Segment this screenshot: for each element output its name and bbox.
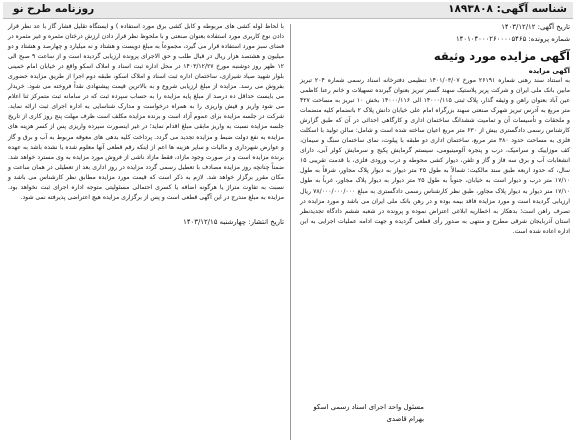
signature-block xyxy=(296,402,424,425)
signature-name: بهرام قاصدی xyxy=(386,414,424,423)
notice-id: شناسه آگهی: ۱۸۹۳۸۰۸ xyxy=(448,3,567,15)
notice-left-column xyxy=(8,22,284,227)
newspaper-header xyxy=(3,2,573,19)
notice-body-left: با لحاظ لوله کشی های مربوطه و کابل کشی برق مورد استفاده ) و ایستگاه تقلیل فشار گاز با عد نظر قرار دادن نوع کاربری مورد استفاده بعنوان صنعتی و با ملحوظ نظر قرار دادن ارزش درختان مثمره و غیر مثمره در فضای سبز مورد استفاده قرار می گیرد، مجموعاً به مبلغ دویست و هشتاد و نه میلیارد و چهارصد و هشتاد و دو میلیون و هشتصد هزار ریال در قبال طلب و حق الاجرای پرونده ارزیابی گردیده است و از ساعت ۹ صبح الی ۱۲ ظهر روز دوشنبه مورخ ۱۴۰۳/۱۲/۲۷ در محل اداره ثبت اسناد و املاک اسکو واقع در خیابان امام خمینی بلوار شهید صیاد شیرازی، ساختمان اداره ثبت اسناد و املاک اسکو، طبقه دوم اجرا از طریق مزایده حضوری بفروش می رسد. مزایده از مبلغ ارزیابی شروع و به بالاترین قیمت پیشنهادی نقداً فروخته می شود. خریدار می بایست حداقل ده درصد از مبلغ پایه مزایده را به حساب سپرده ثبت که در سامانه ثبت متمرکز ثنا اعلام می شود واریز و فیش واریزی را به همراه درخواست و مدارک شناسایی به اداره اجرای ثبت ارائه نماید. شرکت در جلسه مزایده برای عموم آزاد است و برنده مزایده مکلف است ظرف مهلت پنج روز کاری از تاریخ جلسه مزایده نسبت به واریز مابقی مبلغ اقدام نماید؛ در غیر اینصورت سپرده واریزی پس از کسر هزینه های مزایده به نفع دولت ضبط و مزایده تجدید می گردد. پرداخت کلیه بدهی های معوقه مربوط به آب و برق و گاز و عوارض شهرداری و مالیات و سایر هزینه ها اعم از اینکه رقم قطعی آنها معلوم شده یا نشده باشد به عهده برنده مزایده است و در صورت وجود مازاد، فقط مازاد ناشی از فروش مورد مزایده به وی مسترد خواهد شد. ضمناً چنانچه روز مزایده مصادف با تعطیل رسمی گردد مزایده در روز اداری بعد از تعطیلی در همان ساعت و مکان مقرر برگزار خواهد شد. لازم به ذکر است که قیمت مورد مزایده مطابق نظر کارشناس می باشد و نسبت به تفاوت متراژ یا هرگونه اضافه یا کسری احتمالی مسئولیتی متوجه اداره اجرای ثبت نخواهد بود. مزایده به مبلغ مندرج در این آگهی قطعی است و پس از برگزاری مزایده هیچ اعتراضی پذیرفته نمی شود. xyxy=(8,23,284,201)
column-divider xyxy=(290,24,291,440)
case-number: شماره پرونده: ۱۴۰۱۰۴۰۰۰۲۶۰۰۰۰۵۴۶۵ xyxy=(455,34,570,43)
signature-role: مسئول واحد اجرای اسناد رسمی اسکو xyxy=(313,403,424,411)
notice-date: تاریخ آگهی: ۱۴۰۳/۱۲/۱۲ xyxy=(501,23,570,31)
notice-body-right: به استناد سند رهنی شماره ۲۶۱۹۱ مورخ ۱۴۰۱/۰۳/۰۷ تنظیمی دفترخانه اسناد رسمی شماره ۲۰۴ تبریز مابین بانک ملی ایران و شرکت پریر پلاستیک سهند گستر تبریز بعنوان گیرنده تسهیلات و خانم رعنا کاظمی عین آباد بعنوان راهن و وثیقه گذار، پلاک ثبتی ۱۴۰۰۰/۱۱۵ الی ۱۴۰۰۰/۱۱۶ بخش ۱۰ تبریز به مساحت ۴۲۷ متر مربع به آدرس تبریز شهرک صنعتی سهند بزرگراه امام علی خیابان دانش پلاک ۲ بانضمام کلیه منضمات و ملحقات و تأسیسات آن و تمامیت ششدانگ ساختمان اداری و کارگاهی احداثی در آن که طبق گزارش کارشناس رسمی دادگستری بیش از ۶۳۰ متر مربع اعیان ساخته شده است و شامل: سالن تولید با اسکلت فلزی به مساحت حدود ۳۸۰ متر مربع، ساختمان اداری دو طبقه با پیلوت، نمای ساختمان سنگ و سیمان، کف موزاییک و سرامیک، درب و پنجره آلومینیومی، سیستم گرمایش پکیج و سرمایش کولر آبی، دارای انشعابات آب و برق سه فاز و گاز و تلفن، دیوار کشی محوطه و درب ورودی فلزی، با قدمت تقریبی ۱۵ سال، که حدود اربعه طبق سند مالکیت: شمالاً به طول ۲۵ متر دیوار به دیوار پلاک مجاور، شرقاً به طول ۱۷/۱۰ متر درب و دیوار است به خیابان، جنوباً به طول ۲۵ متر دیوار به دیوار پلاک مجاور، غرباً به طول ۱۷/۱۰ متر دیوار به دیوار پلاک مجاور، طبق نظر کارشناس رسمی دادگستری به مبلغ ۷۸/۰۰۰/۰۰۰/۰۰۰ ریال ارزیابی گردیده است و مورد مزایده فاقد بیمه بوده و در رهن بانک ملی ایران می باشد و مورد مزایده در تصرف راهن است؛ بدهکار به اخطاریه ابلاغی اعتراض نموده و پرونده در شعبه ششم دادگاه تجدیدنظر استان آذربایجان شرقی مطرح و منتهی به صدور رأی قطعی گردیده و جهت ادامه عملیات اجرایی به این اداره اعاده شده است. xyxy=(300,77,571,235)
publication-date: تاریخ انتشار: چهارشنبه ۱۴۰۳/۱۲/۱۵ xyxy=(183,217,284,226)
notice-subtitle: آگهی مزایده xyxy=(528,67,570,75)
notice-right-column xyxy=(300,22,570,237)
notice-title: آگهی مزایده مورد وثیقه xyxy=(433,49,570,63)
newspaper-name: روزنامه طرح نو xyxy=(13,3,95,15)
